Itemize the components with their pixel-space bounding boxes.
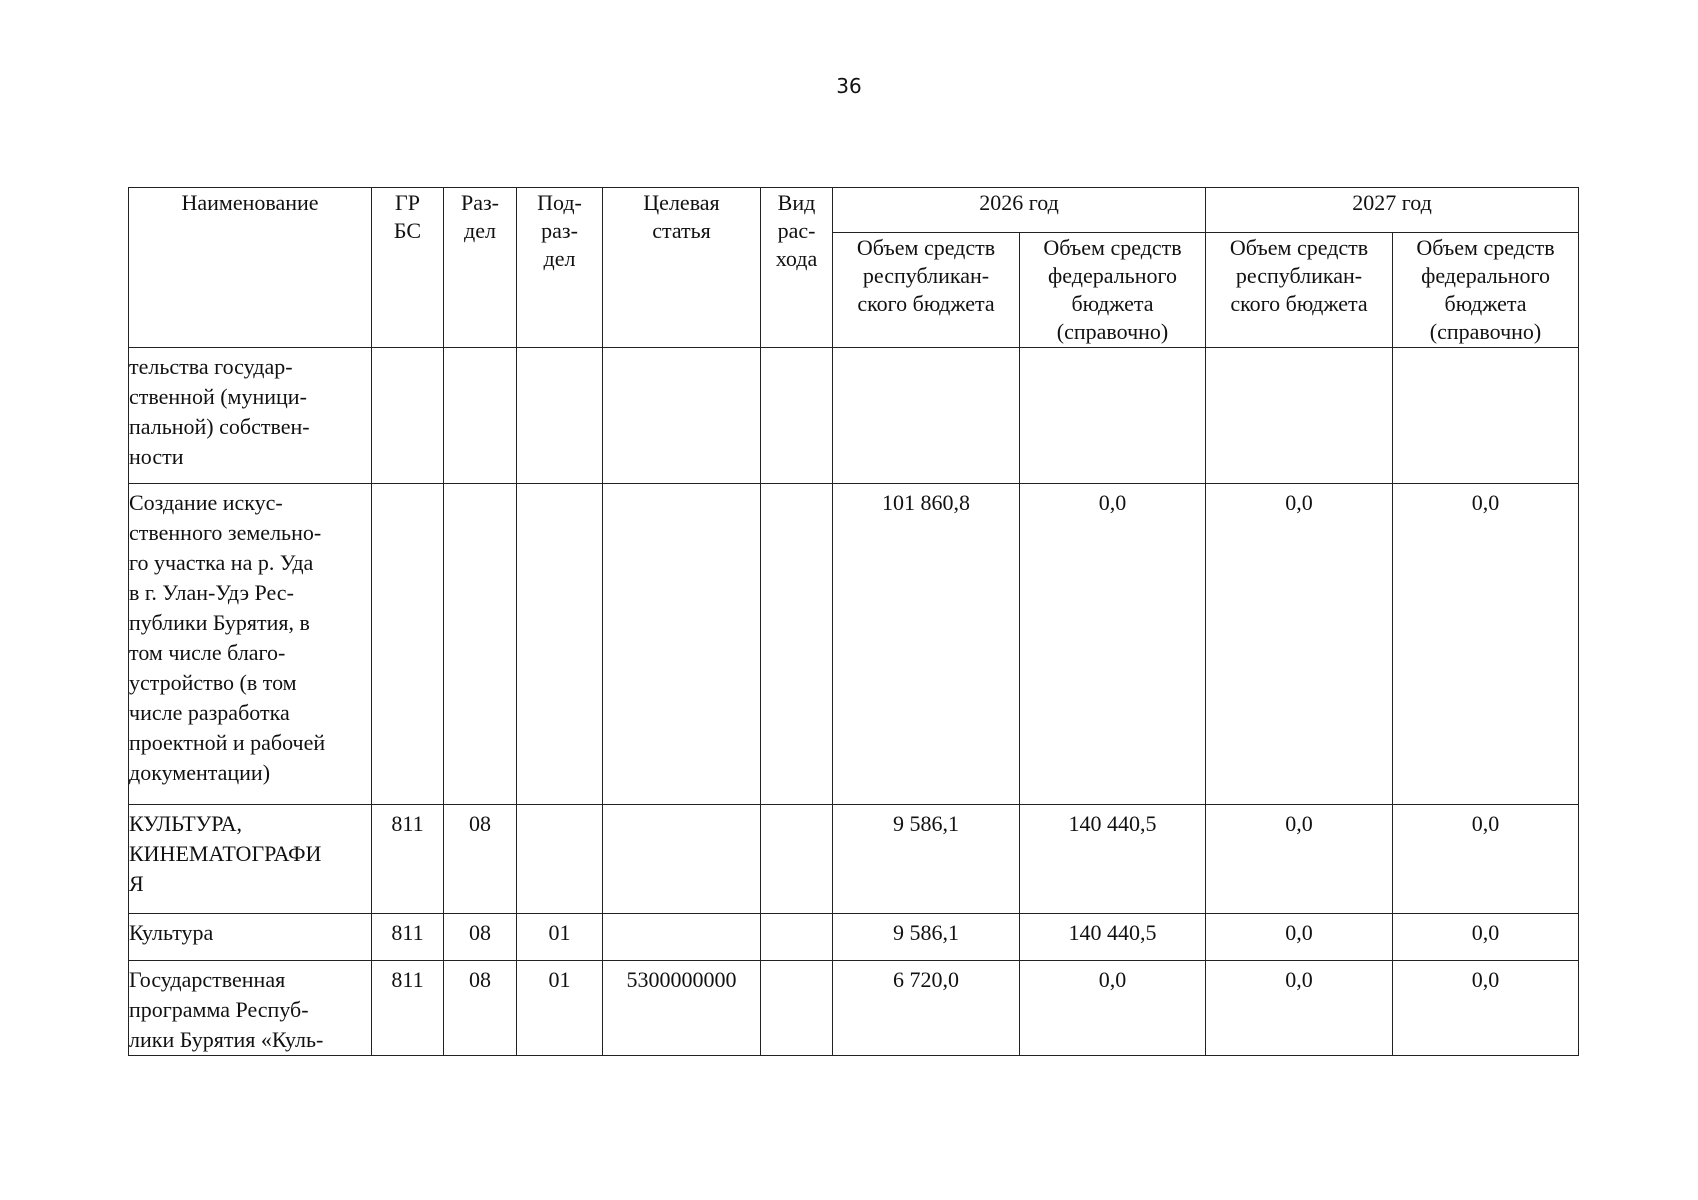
table-row (129, 805, 1579, 914)
cell-name: Культура (129, 914, 372, 961)
cell-razdel (444, 348, 517, 484)
cell-republican-2027: 0,0 (1206, 805, 1393, 914)
header-razdel: Раз- дел (444, 188, 517, 348)
cell-republican-2027: 0,0 (1206, 914, 1393, 961)
cell-federal-2026: 0,0 (1020, 484, 1206, 805)
cell-federal-2027: 0,0 (1393, 914, 1579, 961)
cell-federal-2026: 0,0 (1020, 961, 1206, 1056)
cell-razdel: 08 (444, 961, 517, 1056)
cell-razdel (444, 484, 517, 805)
cell-expense-type (761, 484, 833, 805)
cell-federal-2027: 0,0 (1393, 961, 1579, 1056)
cell-republican-2027: 0,0 (1206, 961, 1393, 1056)
cell-expense-type (761, 348, 833, 484)
cell-target-article (603, 914, 761, 961)
header-target-article: Целевая статья (603, 188, 761, 348)
cell-target-article (603, 348, 761, 484)
cell-razdel: 08 (444, 805, 517, 914)
cell-target-article: 5300000000 (603, 961, 761, 1056)
cell-republican-2026: 9 586,1 (833, 914, 1020, 961)
header-expense-type: Вид рас- хода (761, 188, 833, 348)
table-row (129, 348, 1579, 484)
cell-expense-type (761, 914, 833, 961)
cell-podrazdel (517, 484, 603, 805)
header-year-2026: 2026 год (833, 188, 1206, 233)
cell-podrazdel: 01 (517, 961, 603, 1056)
cell-republican-2027 (1206, 348, 1393, 484)
header-republican-2026: Объем средств республикан- ского бюджета (833, 233, 1020, 348)
cell-name: Государственная программа Респуб- лики Бурятия «Куль- (129, 961, 372, 1056)
cell-republican-2027: 0,0 (1206, 484, 1393, 805)
cell-federal-2027: 0,0 (1393, 805, 1579, 914)
header-name: Наименование (129, 188, 372, 348)
cell-grbs: 811 (372, 805, 444, 914)
cell-federal-2026: 140 440,5 (1020, 805, 1206, 914)
cell-federal-2026: 140 440,5 (1020, 914, 1206, 961)
page-number: 36 (836, 74, 862, 98)
table-row (129, 914, 1579, 961)
header-year-2027: 2027 год (1206, 188, 1579, 233)
cell-federal-2026 (1020, 348, 1206, 484)
cell-republican-2026: 101 860,8 (833, 484, 1020, 805)
cell-expense-type (761, 805, 833, 914)
cell-grbs: 811 (372, 961, 444, 1056)
table-body (129, 348, 1579, 1056)
cell-expense-type (761, 961, 833, 1056)
cell-podrazdel (517, 348, 603, 484)
cell-grbs: 811 (372, 914, 444, 961)
header-federal-2026: Объем средств федерального бюджета (справочно) (1020, 233, 1206, 348)
header-podrazdel: Под- раз- дел (517, 188, 603, 348)
cell-name: КУЛЬТУРА, КИНЕМАТОГРАФИ Я (129, 805, 372, 914)
cell-target-article (603, 484, 761, 805)
cell-name: Создание искус- ственного земельно- го участка на р. Уда в г. Улан-Удэ Рес- публики Бурятия, в том числе благо- устройство (в том числе разработка проектной и рабочей документации) (129, 484, 372, 805)
table-row (129, 961, 1579, 1056)
table-row (129, 484, 1579, 805)
cell-podrazdel (517, 805, 603, 914)
cell-grbs (372, 348, 444, 484)
cell-republican-2026: 6 720,0 (833, 961, 1020, 1056)
table-header (129, 188, 1579, 348)
cell-republican-2026: 9 586,1 (833, 805, 1020, 914)
header-grbs: ГР БС (372, 188, 444, 348)
cell-name: тельства государ- ственной (муници- пальной) собствен- ности (129, 348, 372, 484)
cell-target-article (603, 805, 761, 914)
cell-federal-2027 (1393, 348, 1579, 484)
cell-grbs (372, 484, 444, 805)
cell-republican-2026 (833, 348, 1020, 484)
budget-table (128, 187, 1579, 1056)
cell-federal-2027: 0,0 (1393, 484, 1579, 805)
cell-razdel: 08 (444, 914, 517, 961)
header-federal-2027: Объем средств федерального бюджета (справочно) (1393, 233, 1579, 348)
cell-podrazdel: 01 (517, 914, 603, 961)
header-row-years (129, 188, 1579, 233)
header-republican-2027: Объем средств республикан- ского бюджета (1206, 233, 1393, 348)
